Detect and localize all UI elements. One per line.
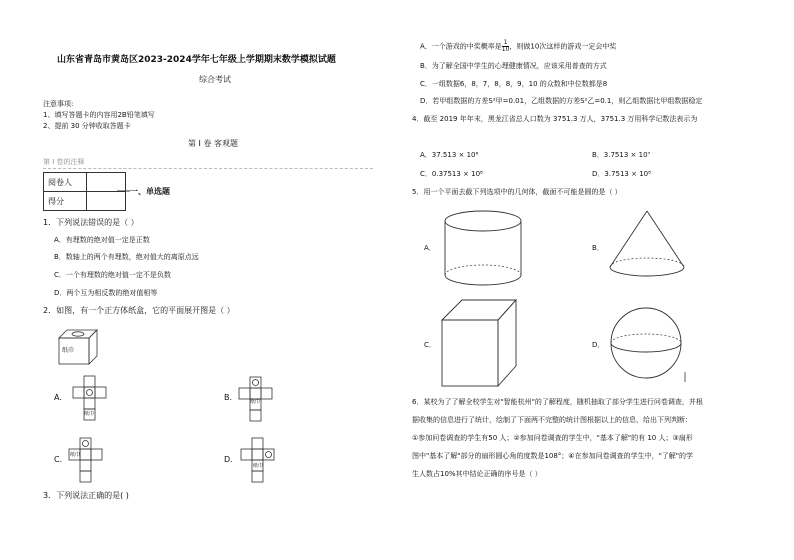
section-title: 一、单选题 — [130, 187, 170, 196]
fraction-numerator: 1 — [503, 39, 508, 46]
net-label-c: 纸巾 — [70, 452, 81, 458]
question-2-option-a[interactable]: A. — [54, 393, 62, 402]
question-2-stem: 2．如图，有一个正方体纸盒，它的平面展开图是（ ） — [43, 306, 235, 315]
net-label-b: 纸巾 — [250, 399, 261, 405]
page-subtitle: 综合考试 — [199, 75, 231, 84]
question-2-option-c[interactable]: C. — [54, 455, 63, 464]
cuboid-figure[interactable] — [440, 298, 520, 390]
question-2-option-b[interactable]: B. — [224, 393, 233, 402]
question-2-option-d[interactable]: D. — [224, 455, 233, 464]
question-1-option-b[interactable]: B．数轴上的两个有理数，绝对值大的离原点远 — [54, 253, 199, 261]
fraction-denominator: 10 — [501, 46, 510, 53]
question-4-option-d[interactable]: D．3.7513 × 10⁸ — [592, 170, 651, 178]
net-label-a: 纸巾 — [84, 411, 95, 417]
question-3-option-a-tail: ，则做10次这样的游戏一定会中奖 — [509, 42, 617, 51]
notes-item: 1、填写答题卡的内容用2B铅笔填写 — [43, 111, 155, 119]
question-3-option-d[interactable]: D．若甲组数据的方差S²甲=0.01，乙组数据的方差S²乙=0.1，则乙组数据比甲组数据稳定 — [420, 97, 703, 105]
question-6-line: 据收集的信息进行了统计，绘制了下面两不完整的统计图根据以上的信息，给出下列判断： — [412, 416, 692, 424]
cylinder-figure[interactable] — [442, 209, 524, 289]
question-1-stem: 1．下列说法错误的是（ ） — [43, 218, 139, 227]
score-points-label: 得分 — [44, 192, 87, 211]
page-title: 山东省青岛市黄岛区2023-2024学年七年级上学期期末数学模拟试题 — [57, 55, 336, 65]
tissue-box-label: 纸巾 — [62, 347, 75, 354]
question-3-option-a-text: A．一个游戏的中奖概率是 — [420, 42, 502, 51]
question-3-option-b[interactable]: B．为了解全国中学生的心理健康情况，应该采用普查的方式 — [420, 62, 607, 70]
score-reviewer-label: 阅卷人 — [44, 173, 87, 192]
volume-annotation: 第 I 卷的注释 — [43, 158, 85, 166]
question-4-option-a[interactable]: A．37.513 × 10⁶ — [420, 151, 479, 159]
question-5-option-d[interactable]: D． — [592, 341, 605, 349]
question-4-option-b[interactable]: B．3.7513 × 10⁷ — [592, 151, 651, 159]
question-5-stem: 5．用一个平面去截下列选项中的几何体，截面不可能是圆的是（ ） — [412, 188, 622, 196]
net-figure-d[interactable] — [240, 437, 280, 483]
question-6-line: ①参加问卷调查的学生有50 人；②参加问卷调查的学生中，"基本了解"的有 10 人；③扇形 — [412, 434, 693, 442]
question-5-option-b[interactable]: B． — [592, 244, 604, 252]
notes-item: 2、提前 30 分钟收取答题卡 — [43, 122, 131, 130]
question-1-option-d[interactable]: D．两个互为相反数的绝对值相等 — [54, 289, 158, 297]
question-6-line: 图中"基本了解"部分的扇形圆心角的度数是108°；④在参加问卷调查的学生中，"了解"的学 — [412, 452, 694, 460]
question-5-option-c[interactable]: C． — [424, 341, 436, 349]
question-1-option-a[interactable]: A．有理数的绝对值一定是正数 — [54, 236, 150, 244]
question-3-stem: 3．下列说法正确的是( ) — [43, 491, 129, 500]
question-3-option-c[interactable]: C．一组数据6，8，7，8，8，9，10 的众数和中位数都是8 — [420, 80, 608, 88]
question-1-option-c[interactable]: C．一个有理数的绝对值一定不是负数 — [54, 271, 171, 279]
question-5-option-a[interactable]: A． — [424, 244, 436, 252]
question-4-option-c[interactable]: C．0.37513 × 10⁸ — [420, 170, 483, 178]
cone-figure[interactable] — [607, 209, 687, 281]
net-label-d: 纸巾 — [253, 463, 264, 469]
volume-title: 第 I 卷 客观题 — [188, 139, 238, 148]
question-3-option-a[interactable] — [420, 40, 616, 53]
question-6-line: 生人数占10%其中结论正确的序号是（ ） — [412, 470, 542, 478]
notes-heading: 注意事项: — [43, 100, 74, 108]
net-figure-c[interactable] — [68, 437, 108, 483]
question-4-stem: 4．截至 2019 年年末，黑龙江省总人口数为 3751.3 万人，3751.3 万用科学记数法表示为 — [412, 115, 698, 123]
sphere-figure[interactable] — [608, 306, 690, 384]
question-6-line: 6．某校为了了解全校学生对"智能杭州"的了解程度，随机抽取了部分学生进行问卷调查，并根 — [412, 398, 703, 406]
